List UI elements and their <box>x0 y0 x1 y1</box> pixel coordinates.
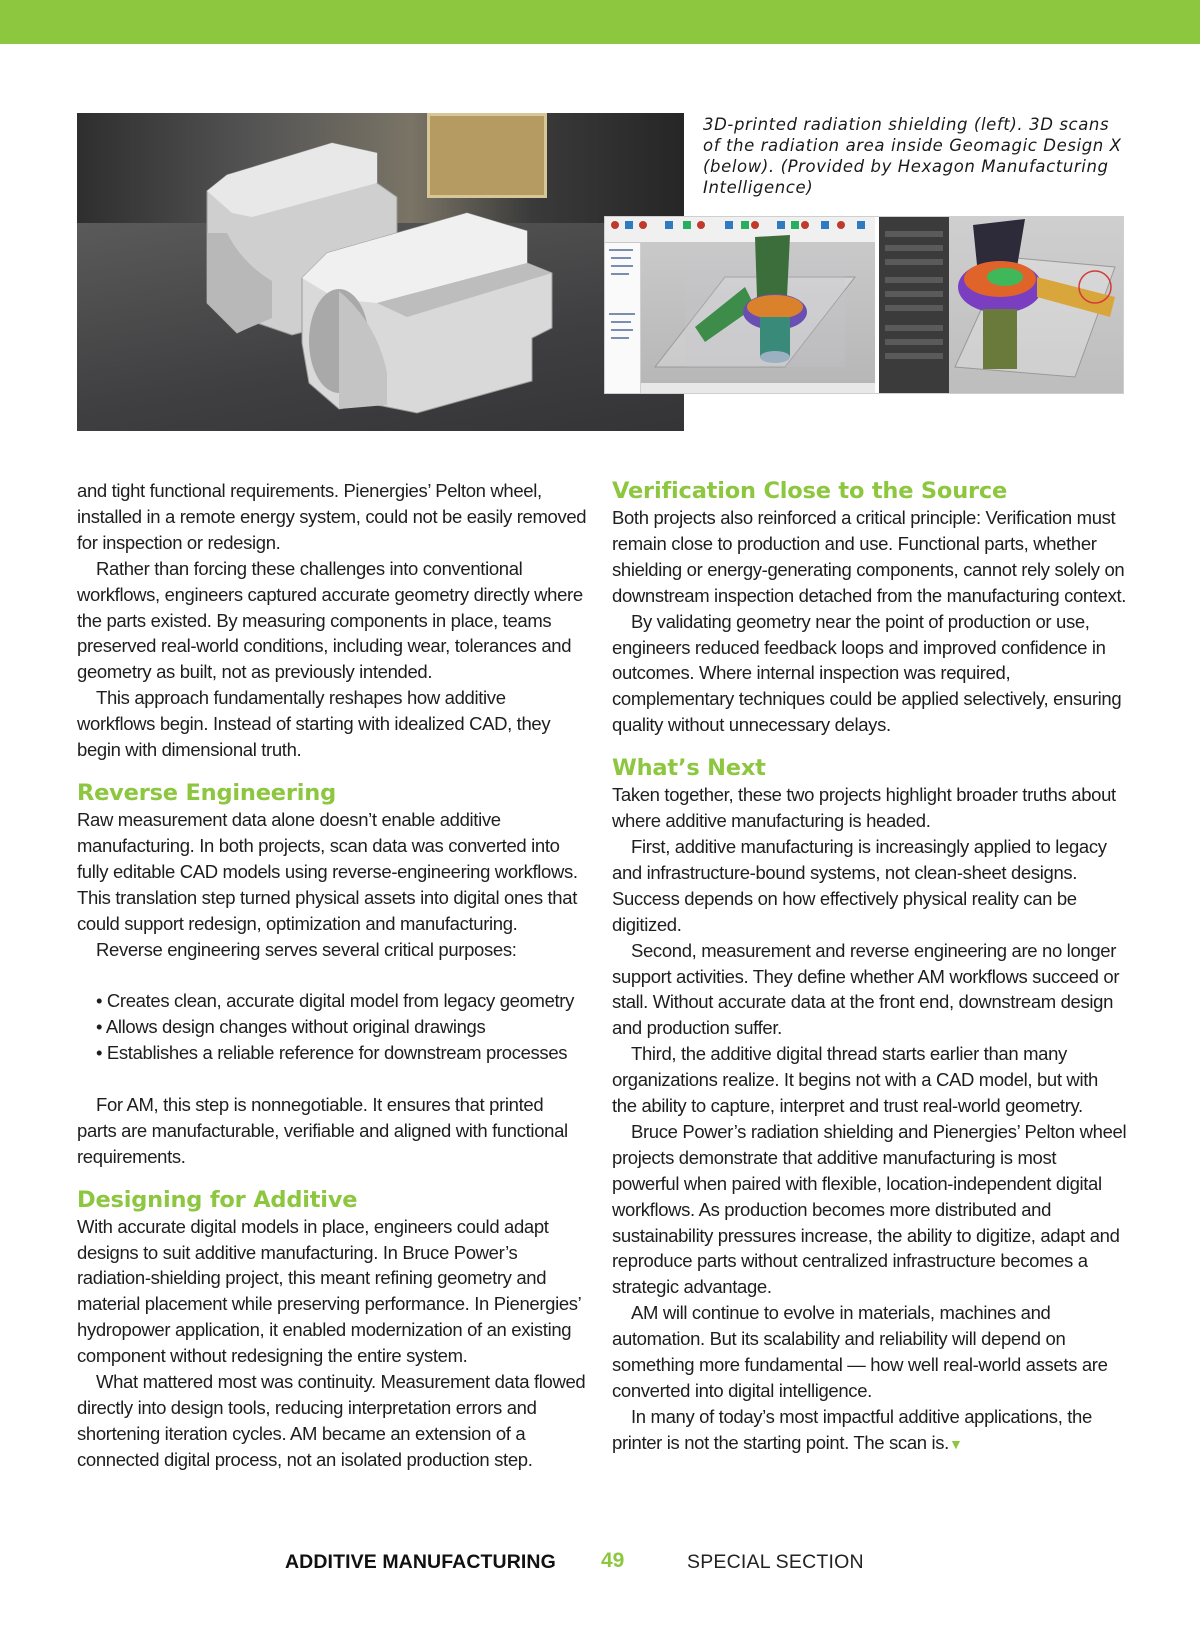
next-paragraph-5: Bruce Power’s radiation shielding and Pienergies’ Pelton wheel projects demonstrate that additive manufacturing is most powerful when paired with flexible, location-independent digital workflows. As production becomes more distributed and sustainability pressures increase, the ability to digitize, adapt and reproduce parts without centralized infrastructure becomes a strategic advantage. <box>612 1120 1127 1298</box>
next-paragraph-1: Taken together, these two projects highlight broader truths about where additive manufacturing is headed. <box>612 784 1116 832</box>
figure-caption: 3D-printed radiation shielding (left). 3D scans of the radiation area inside Geomagic Design X (below). (Provided by Hexagon Manufacturing Intelligence) <box>703 115 1122 197</box>
purposes-list <box>77 988 587 1066</box>
geomagic-scan-screenshot <box>604 216 1124 394</box>
designing-heading: Designing for Additive <box>77 1186 358 1213</box>
next-paragraph-3: Second, measurement and reverse engineering are no longer support activities. They define whether AM workflows succeed or stall. Without accurate data at the front end, downstream design and production suffer. <box>612 939 1120 1039</box>
verification-paragraph-2: By validating geometry near the point of production or use, engineers reduced feedback loops and improved confidence in outcomes. Where internal inspection was required, complementary techniques could be applied selectively, ensuring quality without unnecessary delays. <box>612 610 1122 736</box>
page-number: 49 <box>601 1549 625 1572</box>
list-item: • Creates clean, accurate digital model from legacy geometry <box>96 990 575 1012</box>
next-paragraph-4: Third, the additive digital thread starts earlier than many organizations realize. It begins not with a CAD model, but with the ability to capture, interpret and trust real-world geometry. <box>612 1043 1098 1117</box>
whats-next-heading: What’s Next <box>612 755 766 782</box>
top-accent-bar <box>0 0 1200 44</box>
footer-section-title: ADDITIVE MANUFACTURING <box>285 1551 556 1573</box>
printed-shielding-photo <box>77 113 684 431</box>
reverse-engineering-heading: Reverse Engineering <box>77 779 336 806</box>
closing-sentence: In many of today’s most impactful additive applications, the printer is not the starting point. The scan is. <box>612 1405 1092 1453</box>
list-item: • Allows design changes without original drawings <box>96 1016 486 1038</box>
reverse-paragraph-2: Reverse engineering serves several critical purposes: <box>96 938 517 960</box>
list-item: • Establishes a reliable reference for downstream processes <box>96 1042 568 1064</box>
intro-paragraph-3: This approach fundamentally reshapes how additive workflows begin. Instead of starting with idealized CAD, they begin with dimensional truth. <box>77 687 551 761</box>
intro-paragraph-2: Rather than forcing these challenges into conventional workflows, engineers captured accurate geometry directly where the parts existed. By measuring components in place, teams preserved real-world conditions, including wear, tolerances and geometry as built, not as previously intended. <box>77 557 583 683</box>
designing-paragraph-1: With accurate digital models in place, engineers could adapt designs to suit additive manufacturing. In Bruce Power’s radiation-shielding project, this meant refining geometry and material placement while preserving performance. In Pienergies’ hydropower application, it enabled modernization of an existing component without redesigning the entire system. <box>77 1215 581 1367</box>
page-footer <box>0 1551 1200 1577</box>
designing-paragraph-2: What mattered most was continuity. Measurement data flowed directly into design tools, reducing interpretation errors and shortening iteration cycles. AM became an extension of a connected digital process, not an isolated production step. <box>77 1371 586 1470</box>
next-paragraph-7 <box>612 1404 1127 1458</box>
verification-heading: Verification Close to the Source <box>612 478 1008 504</box>
next-paragraph-6: AM will continue to evolve in materials, machines and automation. But its scalability and reliability will depend on something more fundamental — how well real-world assets are converted into digital intelligence. <box>612 1302 1108 1401</box>
footer-special-section: SPECIAL SECTION <box>687 1551 864 1573</box>
left-column <box>77 478 587 1473</box>
reverse-paragraph-1: Raw measurement data alone doesn’t enable additive manufacturing. In both projects, scan data was converted into fully editable CAD models using reverse-engineering workflows. This translation step turned physical assets into digital ones that could support redesign, optimization and manufacturing. <box>77 808 578 934</box>
right-column <box>612 478 1127 1458</box>
verification-paragraph-1: Both projects also reinforced a critical principle: Verification must remain close to production and use. Functional parts, whether shielding or energy-generating components, cannot rely solely on downstream inspection detached from the manufacturing context. <box>612 507 1127 606</box>
end-mark-icon: ▼ <box>948 1435 963 1452</box>
reverse-paragraph-3: For AM, this step is nonnegotiable. It ensures that printed parts are manufacturable, verifiable and aligned with functional requirements. <box>77 1093 568 1167</box>
next-paragraph-2: First, additive manufacturing is increasingly applied to legacy and infrastructure-bound systems, not clean-sheet designs. Success depends on how effectively physical reality can be digitized. <box>612 835 1107 935</box>
intro-paragraph-1: and tight functional requirements. Pienergies’ Pelton wheel, installed in a remote energy system, could not be easily removed for inspection or redesign. <box>77 480 587 553</box>
